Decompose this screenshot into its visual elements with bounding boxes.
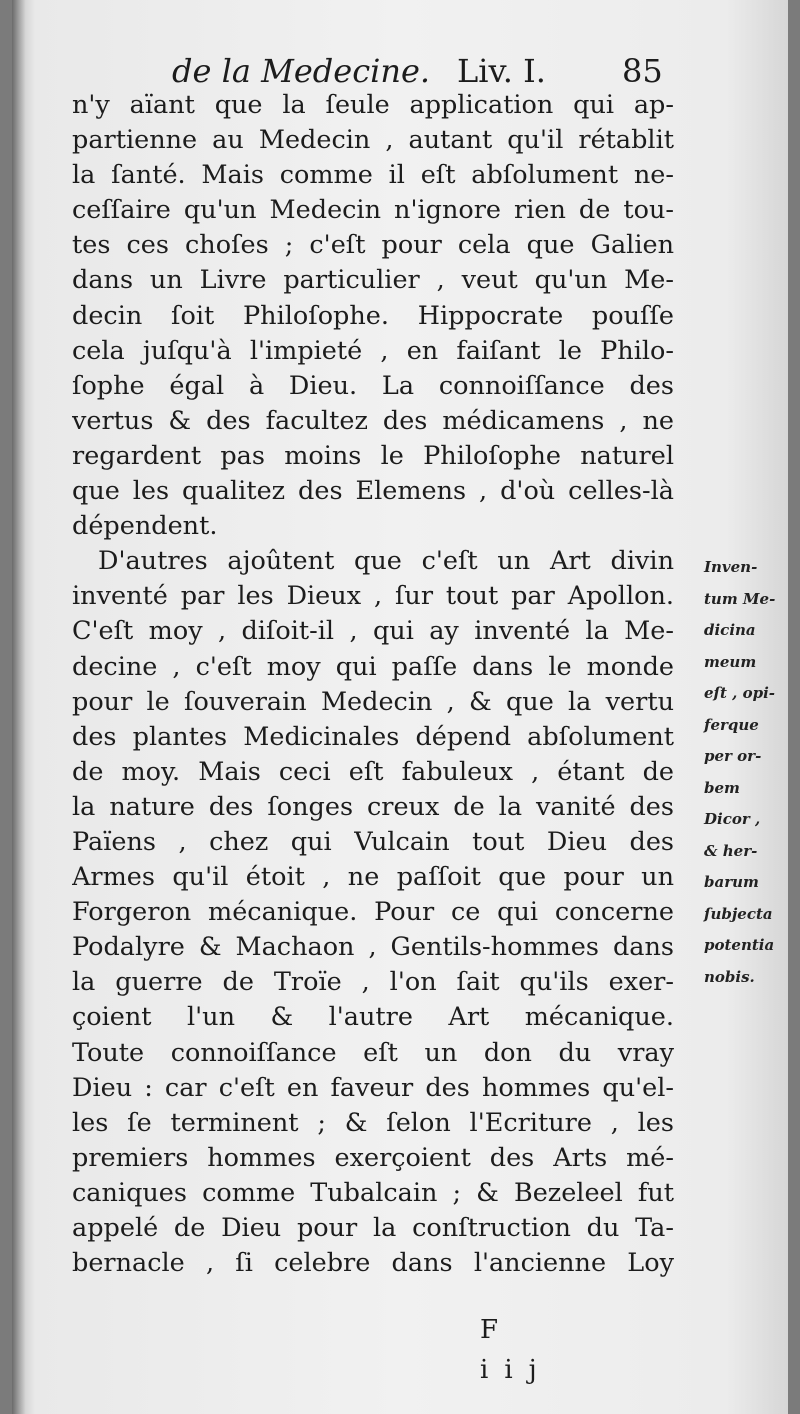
page-number: 85	[622, 52, 663, 90]
text-line: des plantes Medicinales dépend abſolument	[72, 721, 674, 752]
text-line: ceſſaire qu'un Medecin n'ignore rien de tou-	[72, 195, 674, 226]
text-line: Païens , chez qui Vulcain tout Dieu des	[72, 826, 674, 857]
text-line: Forgeron mécanique. Pour ce qui concerne	[72, 897, 674, 928]
margin-note-line: Inven-	[704, 558, 758, 576]
margin-note-line: potentia	[704, 936, 775, 954]
text-line: inventé par les Dieux , ſur tout par Apollon.	[72, 581, 674, 612]
text-line: tes ces choſes ; c'eſt pour cela que Galien	[72, 230, 674, 261]
text-line: la guerre de Troïe , l'on ſait qu'ils exer-	[72, 967, 674, 998]
book-number: Liv. I.	[457, 52, 546, 90]
text-line: dépendent.	[72, 511, 218, 542]
text-line: appelé de Dieu pour la conſtruction du Ta-	[72, 1213, 674, 1243]
text-line: premiers hommes exerçoient des Arts mé-	[72, 1142, 674, 1173]
text-line: la ſanté. Mais comme il eſt abſolument ne-	[72, 160, 674, 191]
text-line: decin ſoit Philoſophe. Hippocrate pouſſe	[72, 300, 674, 331]
paragraph-start-line: D'autres ajoûtent que c'eſt un Art divin	[98, 546, 674, 577]
text-line: bernacle , ſi celebre dans l'ancienne Loy	[72, 1248, 674, 1279]
text-line: les ſe terminent ; & ſelon l'Ecriture , les	[72, 1107, 674, 1138]
text-line: Armes qu'il étoit , ne paſſoit que pour un	[72, 862, 674, 893]
text-line: Toute connoiſſance eſt un don du vray	[72, 1037, 674, 1068]
text-line: C'eſt moy , diſoit-il , qui ay inventé la Me-	[72, 616, 674, 647]
text-line: Podalyre & Machaon , Gentils-hommes dans	[72, 932, 674, 963]
margin-note-line: & her-	[704, 841, 758, 860]
marginal-note	[704, 552, 784, 993]
text-line: partienne au Medecin , autant qu'il rétablit	[72, 125, 674, 156]
text-line: decine , c'eſt moy qui paſſe dans le monde	[72, 651, 674, 682]
text-line: dans un Livre particulier , veut qu'un Me-	[72, 265, 674, 296]
margin-note-line: barum	[704, 873, 759, 891]
margin-note-line: tum Me-	[704, 589, 776, 608]
text-line: de moy. Mais ceci eſt fabuleux , étant de	[72, 756, 674, 787]
text-line: vertus & des facultez des médicamens , ne	[72, 405, 674, 436]
text-line: que les qualitez des Elemens , d'où celles-là	[72, 476, 674, 507]
margin-note-line: per or-	[704, 747, 762, 765]
margin-note-line: Dicor ,	[704, 810, 761, 828]
running-title: de la Medecine.	[172, 52, 431, 90]
margin-note-line: eſt , opi-	[704, 684, 776, 702]
margin-note-line: ſubjecta	[704, 904, 773, 923]
text-line: pour le ſouverain Medecin , & que la vertu	[72, 686, 674, 717]
margin-note-line: meum	[704, 652, 757, 671]
text-line: Dieu : car c'eſt en faveur des hommes qu'el-	[72, 1072, 674, 1103]
text-line: caniques comme Tubalcain ; & Bezeleel fut	[72, 1177, 674, 1208]
text-line: cela juſqu'à l'impieté , en faiſant le Philo-	[72, 335, 674, 366]
main-text	[72, 88, 674, 1281]
page-gutter-shadow	[12, 0, 26, 1414]
book-page	[12, 0, 788, 1414]
margin-note-line: nobis.	[704, 967, 755, 986]
margin-note-line: bem	[704, 778, 740, 797]
text-line: çoient l'un & l'autre Art mécanique.	[72, 1002, 674, 1033]
margin-note-line: ferque	[704, 715, 759, 734]
text-line: regardent pas moins le Philoſophe naturel	[72, 440, 674, 471]
text-line: ſophe égal à Dieu. La connoiſſance des	[72, 370, 674, 401]
margin-note-line: dicina	[704, 621, 756, 639]
text-line: n'y aïant que la ſeule application qui ap-	[72, 90, 674, 120]
signature-mark: F iij	[480, 1315, 553, 1385]
text-line: la nature des ſonges creux de la vanité des	[72, 791, 674, 822]
